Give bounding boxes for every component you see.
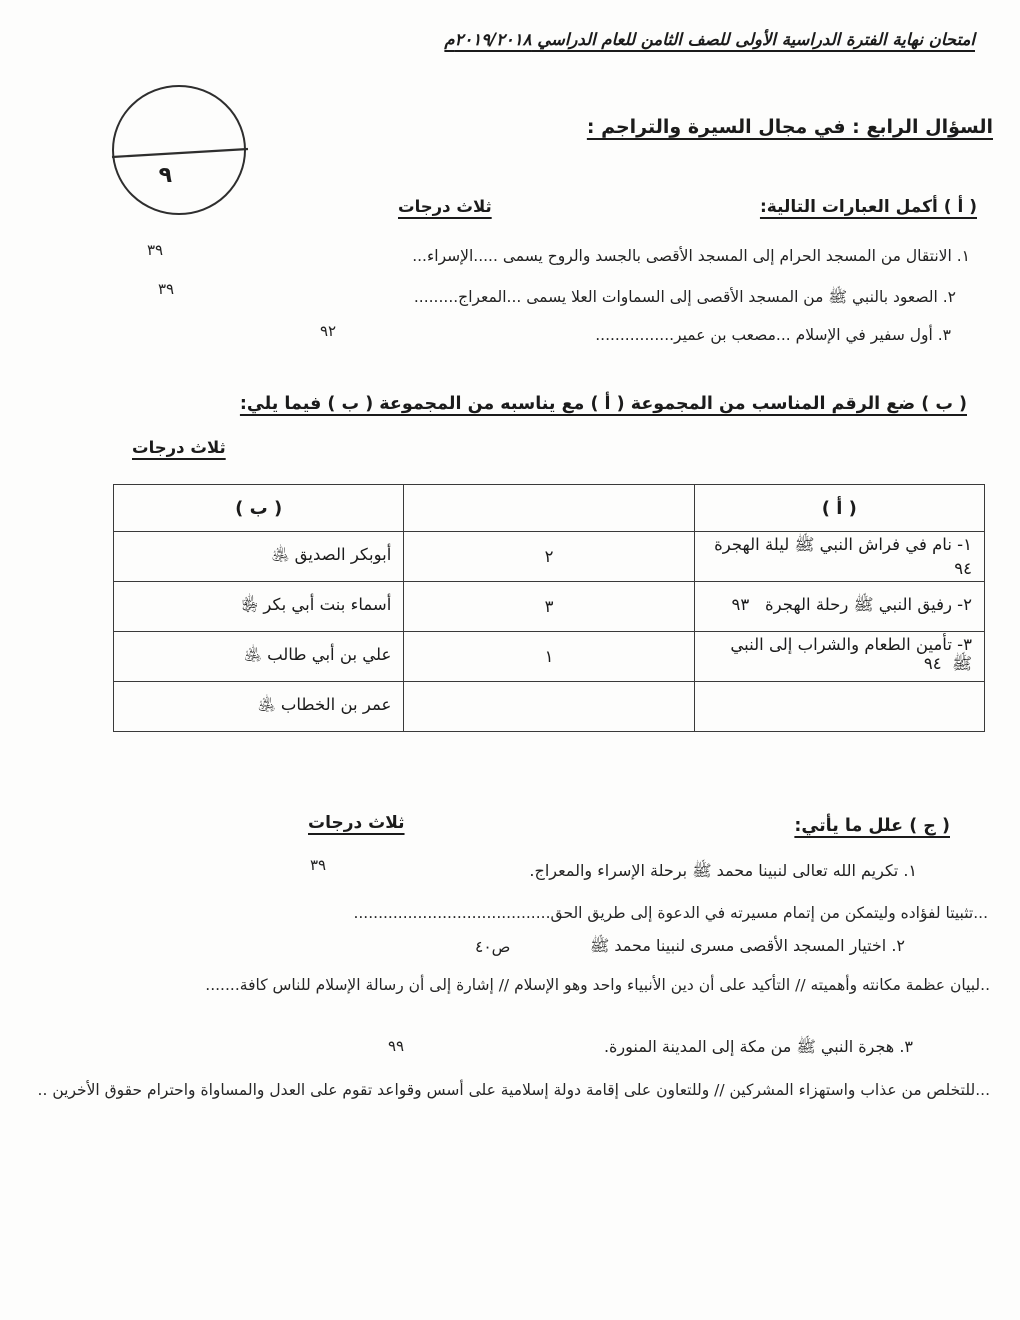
group-a-item <box>694 682 984 732</box>
page-ref-a2: ٣٩ <box>158 280 175 298</box>
table-row <box>114 532 985 582</box>
score-circle <box>104 78 256 224</box>
column-a-header: ( أ ) <box>694 485 984 532</box>
group-a-item: ١- نام في فراش النبي ﷺ ليلة الهجرة ٩٤ <box>694 532 984 582</box>
answer-number <box>404 682 694 732</box>
completion-item-1: ١. الانتقال من المسجد الحرام إلى المسجد الأقصى بالجسد والروح يسمى .....الإسراء... <box>412 247 970 265</box>
page-ref-a3: ٩٢ <box>320 322 337 340</box>
table-row <box>114 632 985 682</box>
completion-item-2: ٢. الصعود بالنبي ﷺ من المسجد الأقصى إلى السماوات العلا يسمى ...المعراج......... <box>413 288 956 306</box>
reasoning-question-3: ٣. هجرة النبي ﷺ من مكة إلى المدينة المنورة. <box>603 1037 913 1056</box>
group-a-item: ٢- رفيق النبي ﷺ رحلة الهجرة ٩٣ <box>694 582 984 632</box>
reasoning-answer-1: ...تثبيتا لفؤاده وليتمكن من إتمام مسيرته في الدعوة إلى طريق الحق........................................ <box>353 904 988 922</box>
answer-number: ١ <box>404 632 694 682</box>
group-a-item: ٣- تأمين الطعام والشراب إلى النبي ﷺ ٩٤ <box>694 632 984 682</box>
group-b-item: أبوبكر الصديق ﵁ <box>114 532 404 582</box>
page-ref-a1: ٣٩ <box>147 241 164 259</box>
reasoning-question-2: ٢. اختيار المسجد الأقصى مسرى لنبينا محمد ﷺ <box>589 936 905 955</box>
reasoning-question-1: ١. تكريم الله تعالى لنبينا محمد ﷺ برحلة الإسراء والمعراج. <box>529 861 917 880</box>
section-b-marks: ثلاث درجات <box>132 438 226 457</box>
exam-header: امتحان نهاية الفترة الدراسية الأولى للصف الثامن للعام الدراسي ٢٠١٩/٢٠١٨م <box>444 30 975 49</box>
score-value: ٩ <box>158 163 172 188</box>
completion-item-3: ٣. أول سفير في الإسلام ...مصعب بن عمير................ <box>595 326 951 344</box>
group-b-item: علي بن أبي طالب ﵁ <box>114 632 404 682</box>
table-header-row <box>114 485 985 532</box>
answer-number-header <box>404 485 694 532</box>
column-b-header: ( ب ) <box>114 485 404 532</box>
section-a-heading: ( أ ) أكمل العبارات التالية: <box>759 197 977 217</box>
page-ref-c3: ٩٩ <box>388 1037 405 1055</box>
table-row <box>114 682 985 732</box>
section-c-heading: ( ج ) علل ما يأتي: <box>794 816 950 836</box>
table-row <box>114 582 985 632</box>
group-b-item: أسماء بنت أبي بكر ﵂ <box>114 582 404 632</box>
section-b-heading: ( ب ) ضع الرقم المناسب من المجموعة ( أ ) مع يناسبه من المجموعة ( ب ) فيما يلي: <box>239 394 967 414</box>
section-c-marks: ثلاث درجات <box>308 813 405 833</box>
matching-table <box>113 484 985 732</box>
question-title: السؤال الرابع : في مجال السيرة والتراجم : <box>586 116 993 138</box>
section-a-marks: ثلاث درجات <box>398 197 492 216</box>
reasoning-answer-2: ..لبيان عظمة مكانته وأهميته // التأكيد على أن دين الأنبياء واحد وهو الإسلام // إشارة إلى أن رسالة الإسلام للناس كافة....... <box>205 976 990 994</box>
group-b-item: عمر بن الخطاب ﵁ <box>114 682 404 732</box>
page-ref-c1: ٣٩ <box>310 856 327 874</box>
answer-number: ٢ <box>404 532 694 582</box>
reasoning-answer-3: ...للتخلص من عذاب واستهزاء المشركين // وللتعاون على إقامة دولة إسلامية على أسس وقواعد تقوم على العدل والمساواة واحترام حقوق الأخرين .. <box>37 1081 990 1099</box>
answer-number: ٣ <box>404 582 694 632</box>
page-ref-c2: ص٤٠ <box>475 938 511 956</box>
